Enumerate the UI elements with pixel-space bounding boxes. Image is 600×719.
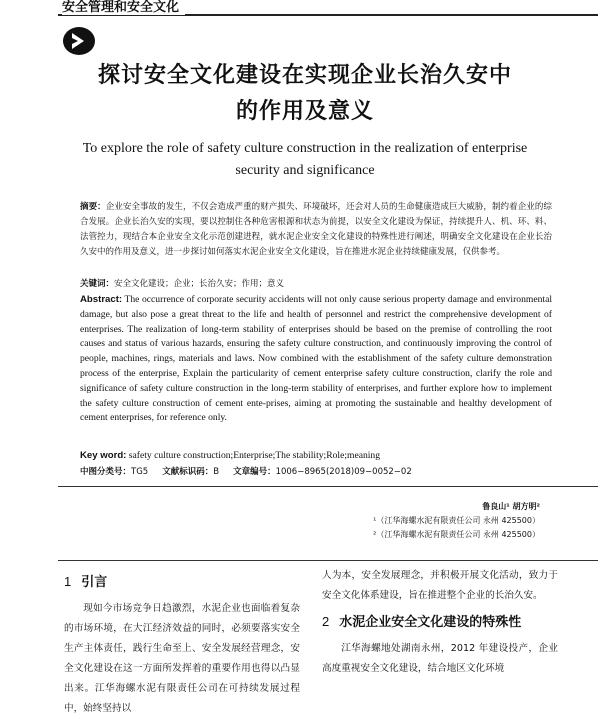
abstract-en [80,293,552,426]
article-number-label: 文章编号： [233,467,276,477]
header-title: 安全管理和安全文化 [62,0,185,15]
abstract-en-text: The occurrence of corporate security accidents will not only cause serious property damage and environmental damage, but also pose a great threat to the life and health of personnel and restrict the comprehensive development of enterprises. The realization of long-term stability of enterprises should be based on the premise of controlling the root causes and status of various hazards, ensuring the safety culture construction, and continuously improving the control of people, machines, rings, materials and laws. Now combined with the establishment of the safety culture demonstration process of the enterprise, Explain the particularity of cement enterprise safety culture construction, clarify the role and significance of safety culture construction in the long-term stability of enterprises, and further explore how to implement the safety culture construction of cement ente-prises, aiming at promoting the sustainable and healthy development of cement enterprises, for reference only. [80,294,552,424]
abstract-en-label: Abstract: [80,294,123,305]
section-1-heading [64,566,300,599]
section-1-title: 引言 [81,575,108,590]
classification-line [80,465,552,479]
body-column-left [64,566,300,719]
section-2-number: 2 [322,614,330,629]
keywords-cn-label: 关键词： [80,279,115,289]
title-en-line1: To explore the role of safety culture construction in the realization of enterprise [82,141,528,156]
section-2-paragraph: 江华海螺地处湖南永州，2012 年建设投产，企业高度重视安全文化建设，结合地区文化环境 [322,643,558,674]
author-block [373,500,540,542]
clc-label: 中图分类号： [80,467,132,477]
keywords-cn [80,277,552,292]
keywords-en-text: safety culture construction;Enterprise;The stability;Role;meaning [128,450,381,461]
abstract-cn-label: 摘要： [80,202,106,212]
affiliation-2: ²（江华海螺水泥有限责任公司 永州 425500） [373,530,540,539]
title-cn-line2: 的作用及意义 [235,99,374,124]
doc-code-value: B [213,467,220,477]
title-cn-line1: 探讨安全文化建设在实现企业长治久安中 [97,63,512,88]
keywords-en [80,449,552,463]
article-number-value: 1006−8965(2018)09−0052−02 [275,467,412,477]
abstract-cn-text: 企业安全事故的发生，不仅会造成严重的财产损失、环境破坏，还会对人员的生命健康造成巨大威胁，制约着企业的综合发展。企业长治久安的实现，要以控制住各种危害根源和状态为前提，以安全文化建设为保证，持续提升人、机、环、料、法管控力，现结合本企业安全文化示范创建进程，就水泥企业安全文化建设的特殊性进行阐述，明确安全文化建设在企业长治久安中的作用及意义，进一步探讨如何落实水泥企业安全文化建设，旨在推进水泥企业持续健康发展，仅供参考。 [80,202,552,257]
circle-arrow-right-icon [62,26,98,56]
body-column-right [322,566,558,679]
author-names: 鲁良山¹ 胡方明² [482,502,540,511]
doc-code-label: 文献标识码： [162,467,214,477]
section-1-paragraph: 现如今市场竞争日趋激烈，水泥企业也面临着复杂的市场环境，在大江经济效益的同时，必须要落实安全生产主体责任，践行生命至上、安全发展经营理念，安全文化建设在这一方面所发挥着的重要作用也得以凸显出来。江华海螺水泥有限责任公司在可持续发展过程中，始终坚持以 [64,603,300,714]
divider-top [58,486,598,487]
continued-paragraph: 人为本，安全发展理念，并积极开展文化活动，致力于安全文化体系建设，旨在推进整个企业的长治久安。 [322,570,558,601]
section-1-number: 1 [64,574,72,589]
clc-value: TG5 [131,467,149,477]
keywords-cn-text: 安全文化建设；企业；长治久安；作用；意义 [114,279,285,289]
title-en-line2: security and significance [235,163,375,178]
section-2-heading [322,606,558,639]
abstract-cn [80,200,552,260]
running-header [58,0,598,16]
keywords-en-label: Key word: [80,450,127,461]
divider-bottom [58,560,598,561]
affiliation-1: ¹（江华海螺水泥有限责任公司 永州 425500） [373,516,540,525]
section-2-title: 水泥企业安全文化建设的特殊性 [339,615,522,630]
